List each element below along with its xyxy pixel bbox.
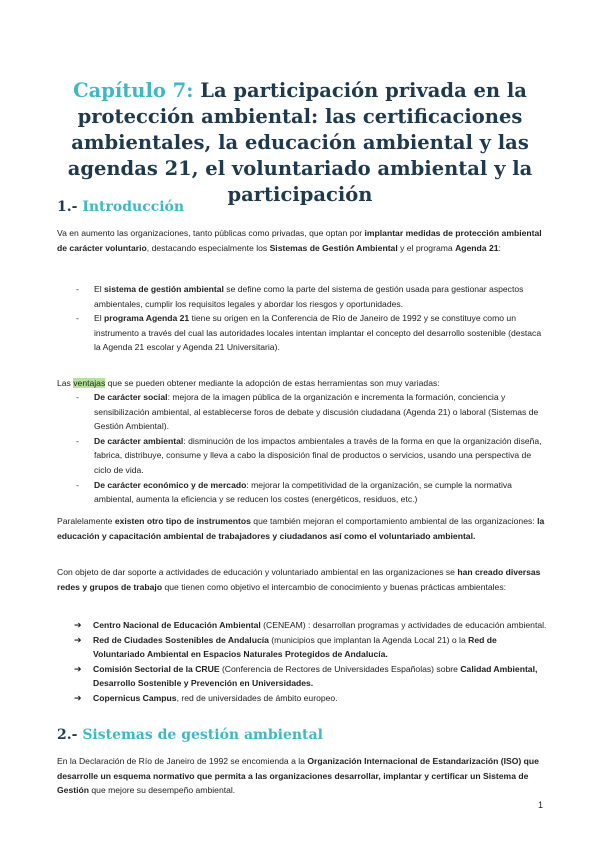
- bold-run: Comisión Sectorial de la CRUE: [93, 663, 220, 674]
- bold-run: implantar medidas de protección ambiental de carácter voluntario: [57, 228, 542, 253]
- text-run: El: [94, 284, 105, 294]
- list-item: [57, 434, 547, 478]
- text-run: Con objeto de dar soporte a actividades de educación y voluntariado ambiental en las organizaciones se: [57, 567, 458, 577]
- bold-run: Calidad Ambiental, Desarrollo Sostenible y Prevención en Universidades.: [93, 663, 538, 689]
- bold-run: Organización Internacional de Estandarización (ISO) que desarrolle un esquema normativo que permita a las organizaciones desarrollar, implantar y certificar un Sistema de Gestión: [57, 756, 539, 796]
- section-1-heading: [57, 198, 184, 216]
- text-run: Paralelamente: [57, 516, 115, 526]
- list-item: [57, 282, 547, 311]
- dash-marker: -: [76, 435, 79, 446]
- parallel-paragraph: [57, 514, 547, 543]
- section-2-paragraph: [57, 754, 547, 798]
- tools-list: [57, 282, 547, 355]
- text-run: que mejore su desempeño ambiental.: [89, 785, 236, 796]
- text-run: se define como la parte del sistema de gestión usada para gestionar aspectos ambientales, cumplir los requisitos legales y abordar los riesgos y oportunidades.: [94, 284, 524, 309]
- networks-list: [57, 618, 547, 706]
- section-title: Sistemas de gestión ambiental: [82, 727, 323, 743]
- arrow-icon: ➔: [74, 620, 82, 630]
- bold-run: Sistemas de Gestión Ambiental: [269, 242, 398, 253]
- dash-marker: -: [76, 284, 79, 294]
- text-run: (municipios que implantan la Agenda Local 21) o la: [268, 634, 469, 645]
- arrow-icon: ➔: [74, 692, 82, 703]
- intro-paragraph: [57, 226, 547, 255]
- bold-run: han creado diversas redes y grupos de trabajo: [57, 567, 541, 592]
- list-item: [57, 311, 547, 355]
- bold-run: sistema de gestión ambiental: [104, 284, 224, 294]
- bold-run: De carácter social: [94, 392, 168, 402]
- section-number: 1.-: [57, 199, 78, 215]
- bold-run: Centro Nacional de Educación Ambiental: [93, 620, 261, 630]
- text-run: Va en aumento las organizaciones, tanto públicas como privadas, que optan por: [57, 228, 365, 238]
- dash-marker: -: [76, 479, 79, 490]
- page-number: 1: [537, 800, 543, 810]
- text-run: que tienen como objetivo el intercambio de conocimiento y buenas prácticas ambientales:: [162, 581, 507, 592]
- text-run: Las: [57, 378, 74, 388]
- text-run: que también mejoran el comportamiento ambiental de las organizaciones:: [250, 516, 538, 526]
- arrow-icon: ➔: [74, 663, 82, 674]
- bold-run: Red de Ciudades Sostenibles de Andalucía: [93, 634, 269, 645]
- list-item: [57, 478, 547, 507]
- text-run: que se pueden obtener mediante la adopción de estas herramientas son muy variadas:: [105, 378, 440, 388]
- list-item: [57, 633, 547, 662]
- text-run: (Conferencia de Rectores de Universidades Españolas) sobre: [219, 663, 461, 674]
- text-run: El: [94, 313, 105, 324]
- text-run: En la Declaración de Río de Janeiro de 1992 se encomienda a la: [57, 756, 308, 766]
- text-run: , destacando especialmente los: [146, 242, 270, 253]
- support-paragraph: [57, 565, 547, 594]
- highlighted-word: ventajas: [73, 378, 106, 388]
- section-number: 2.-: [57, 727, 78, 743]
- text-run: :: [498, 242, 501, 253]
- bold-run: programa Agenda 21: [104, 313, 190, 324]
- bold-run: Red de Voluntariado Ambiental en Espacios Naturales Protegidos de Andalucía.: [93, 634, 497, 660]
- bold-run: existen otro tipo de instrumentos: [114, 516, 251, 526]
- text-run: : mejorar la competitividad de la organización, se cumple la normativa ambiental, aumenta la eficiencia y se reducen los costes (energéticos, residuos, etc.): [94, 479, 512, 505]
- dash-marker: -: [76, 313, 79, 324]
- chapter-title-text: La participación privada en la protección ambiental: las certificaciones ambientales, la educación ambiental y las agendas 21, el voluntariado ambiental y la participación: [67, 79, 533, 206]
- list-item: [57, 618, 547, 633]
- section-title: Introducción: [82, 199, 185, 215]
- chapter-label: Capítulo 7:: [73, 79, 194, 102]
- bold-run: Agenda 21: [455, 242, 499, 253]
- text-run: , red de universidades de ámbito europeo.: [176, 692, 338, 703]
- advantages-intro: [57, 376, 547, 391]
- list-item: [57, 691, 547, 706]
- advantages-list: [57, 390, 547, 507]
- list-item: [57, 662, 547, 691]
- chapter-title: [40, 78, 560, 208]
- bold-run: De carácter económico y de mercado: [94, 479, 247, 490]
- text-run: tiene su origen en la Conferencia de Río de Janeiro de 1992 y se constituye como un instrumento a través del cual las autoridades locales intentan implantar el concepto del desarrollo sostenible (destaca la Agenda 21 escolar y Agenda 21 Universitaria).: [94, 313, 542, 353]
- bold-run: Copernicus Campus: [93, 692, 177, 703]
- dash-marker: -: [76, 392, 79, 402]
- text-run: y el programa: [397, 242, 456, 253]
- arrow-icon: ➔: [74, 634, 82, 645]
- bold-run: De carácter ambiental: [94, 435, 184, 446]
- text-run: (CENEAM) : desarrollan programas y actividades de educación ambiental.: [260, 620, 547, 630]
- section-2-heading: [57, 726, 323, 744]
- text-run: : disminución de los impactos ambientales a través de la forma en que la organización diseña, fabrica, distribuye, consume y lleva a cabo la disposición final de productos o servicios, usando una perspectiva de ciclo de vida.: [94, 435, 542, 475]
- list-item: [57, 390, 547, 434]
- text-run: : mejora de la imagen pública de la organización e incrementa la formación, conciencia y sensibilización ambiental, al establecerse foros de debate y discusión ciudadana (Agenda 21) o laboral (Sistemas de Gestión Ambiental).: [94, 392, 539, 432]
- bold-run: la educación y capacitación ambiental de trabajadores y ciudadanos así como el voluntariado ambiental.: [57, 516, 545, 541]
